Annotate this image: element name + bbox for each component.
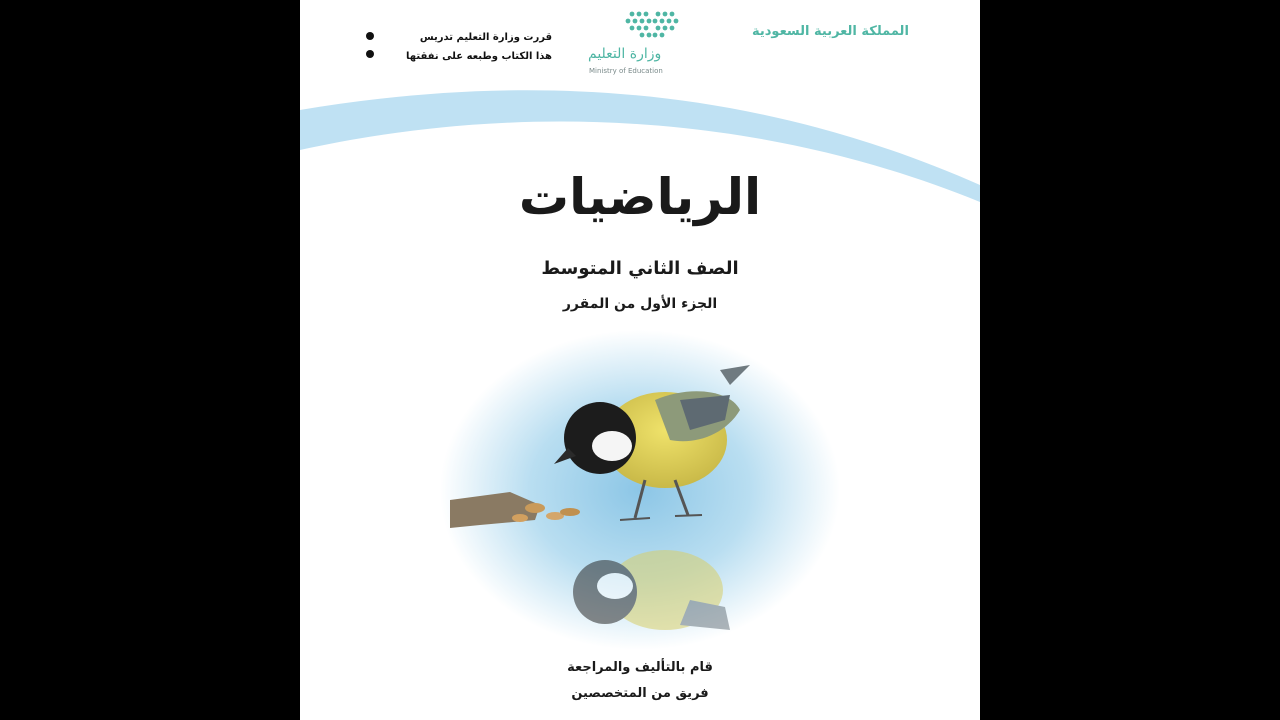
bullet-icon [366, 50, 374, 58]
part-label: الجزء الأول من المقرر [562, 296, 718, 312]
authorship-line: قام بالتأليف والمراجعة [567, 660, 713, 675]
ministry-name-arabic: وزارة التعليم [588, 46, 662, 62]
approval-statement [372, 28, 552, 66]
bullet-icon [366, 32, 374, 40]
book-cover-page [300, 0, 980, 720]
grade-label: الصف الثاني المتوسط [541, 258, 739, 279]
book-title: الرياضيات [518, 168, 762, 226]
ministry-name-english: Ministry of Education [589, 67, 663, 75]
approval-bullets [366, 32, 374, 68]
kingdom-name: المملكة العربية السعودية [752, 24, 909, 39]
approval-line: هذا الكتاب وطبعه على نفقتها [406, 51, 552, 62]
bird-illustration-icon [440, 330, 840, 650]
team-line: فريق من المتخصصين [571, 686, 709, 701]
approval-line: قررت وزارة التعليم تدريس [419, 32, 552, 43]
